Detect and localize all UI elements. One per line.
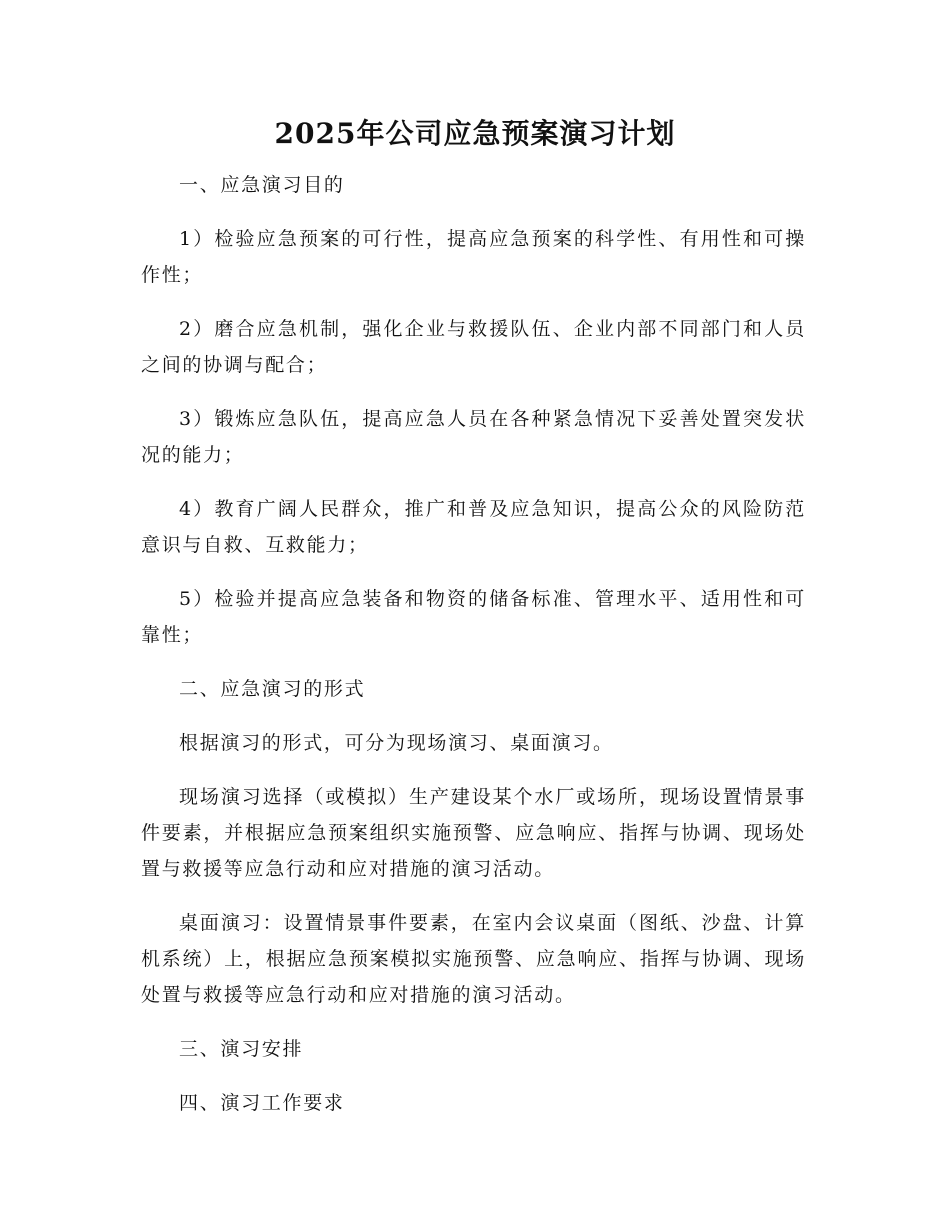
form-intro-paragraph: 根据演习的形式，可分为现场演习、桌面演习。	[179, 732, 614, 754]
document-body	[141, 167, 806, 1139]
section-heading-requirements: 四、演习工作要求	[179, 1092, 345, 1114]
purpose-item-4: 4）教育广阔人民群众，推广和普及应急知识，提高公众的风险防范意识与自救、互救能力；	[141, 498, 806, 556]
field-drill-paragraph: 现场演习选择（或模拟）生产建设某个水厂或场所，现场设置情景事件要素，并根据应急预案组织实施预警、应急响应、指挥与协调、现场处置与救援等应急行动和应对措施的演习活动。	[141, 786, 806, 880]
purpose-item-5: 5）检验并提高应急装备和物资的储备标准、管理水平、适用性和可靠性；	[141, 588, 806, 646]
purpose-item-1: 1）检验应急预案的可行性，提高应急预案的科学性、有用性和可操作性；	[141, 228, 806, 286]
section-heading-form: 二、应急演习的形式	[179, 678, 366, 700]
purpose-item-2: 2）磨合应急机制，强化企业与救援队伍、企业内部不同部门和人员之间的协调与配合；	[141, 318, 806, 376]
section-heading-purpose: 一、应急演习目的	[179, 174, 345, 196]
document-title: 2025年公司应急预案演习计划	[274, 117, 676, 150]
tabletop-drill-paragraph: 桌面演习：设置情景事件要素，在室内会议桌面（图纸、沙盘、计算机系统）上，根据应急预案模拟实施预警、应急响应、指挥与协调、现场处置与救援等应急行动和应对措施的演习活动。	[141, 912, 806, 1006]
section-heading-arrangement: 三、演习安排	[179, 1038, 304, 1060]
purpose-item-3: 3）锻炼应急队伍，提高应急人员在各种紧急情况下妥善处置突发状况的能力；	[141, 408, 806, 466]
